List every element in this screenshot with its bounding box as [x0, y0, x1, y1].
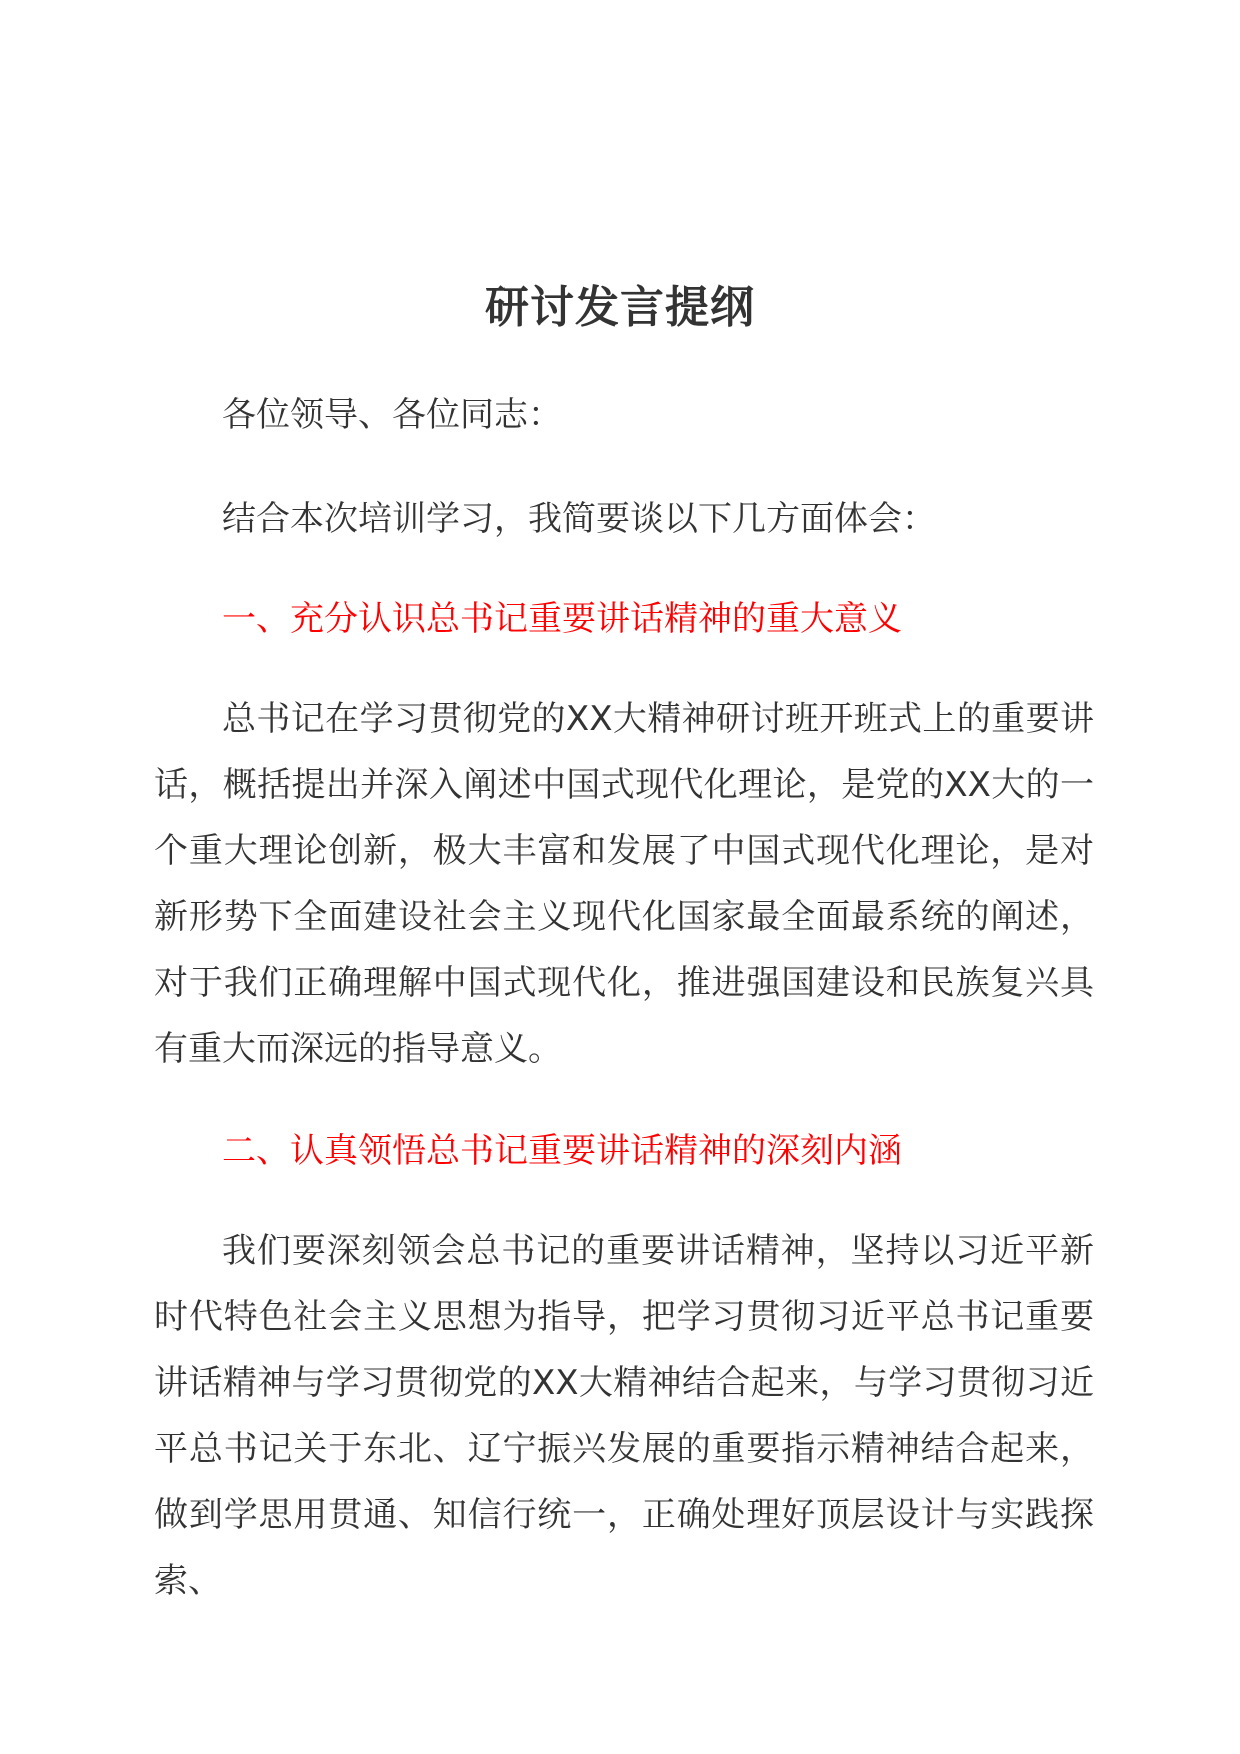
intro-text: 结合本次培训学习，我简要谈以下几方面体会：	[222, 499, 936, 539]
greeting-text: 各位领导、各位同志：	[222, 395, 562, 435]
document-title: 研讨发言提纲	[485, 282, 755, 333]
section-heading-1: 一、充分认识总书记重要讲话精神的重大意义	[222, 599, 902, 639]
section-body-2: 我们要深刻领会总书记的重要讲话精神，坚持以习近平新时代特色社会主义思想为指导，把学习贯彻习近平总书记重要讲话精神与学习贯彻党的XX大精神结合起来，与学习贯彻习近平总书记关于东北、辽宁振兴发展的重要指示精神结合起来，做到学思用贯通、知信行统一，正确处理好顶层设计与实践探索、	[154, 1231, 1094, 1601]
section-body-1: 总书记在学习贯彻党的XX大精神研讨班开班式上的重要讲话，概括提出并深入阐述中国式现代化理论，是党的XX大的一个重大理论创新，极大丰富和发展了中国式现代化理论，是对新形势下全面建设社会主义现代化国家最全面最系统的阐述，对于我们正确理解中国式现代化，推进强国建设和民族复兴具有重大而深远的指导意义。	[154, 699, 1094, 1069]
section-heading-2: 二、认真领悟总书记重要讲话精神的深刻内涵	[222, 1131, 902, 1171]
